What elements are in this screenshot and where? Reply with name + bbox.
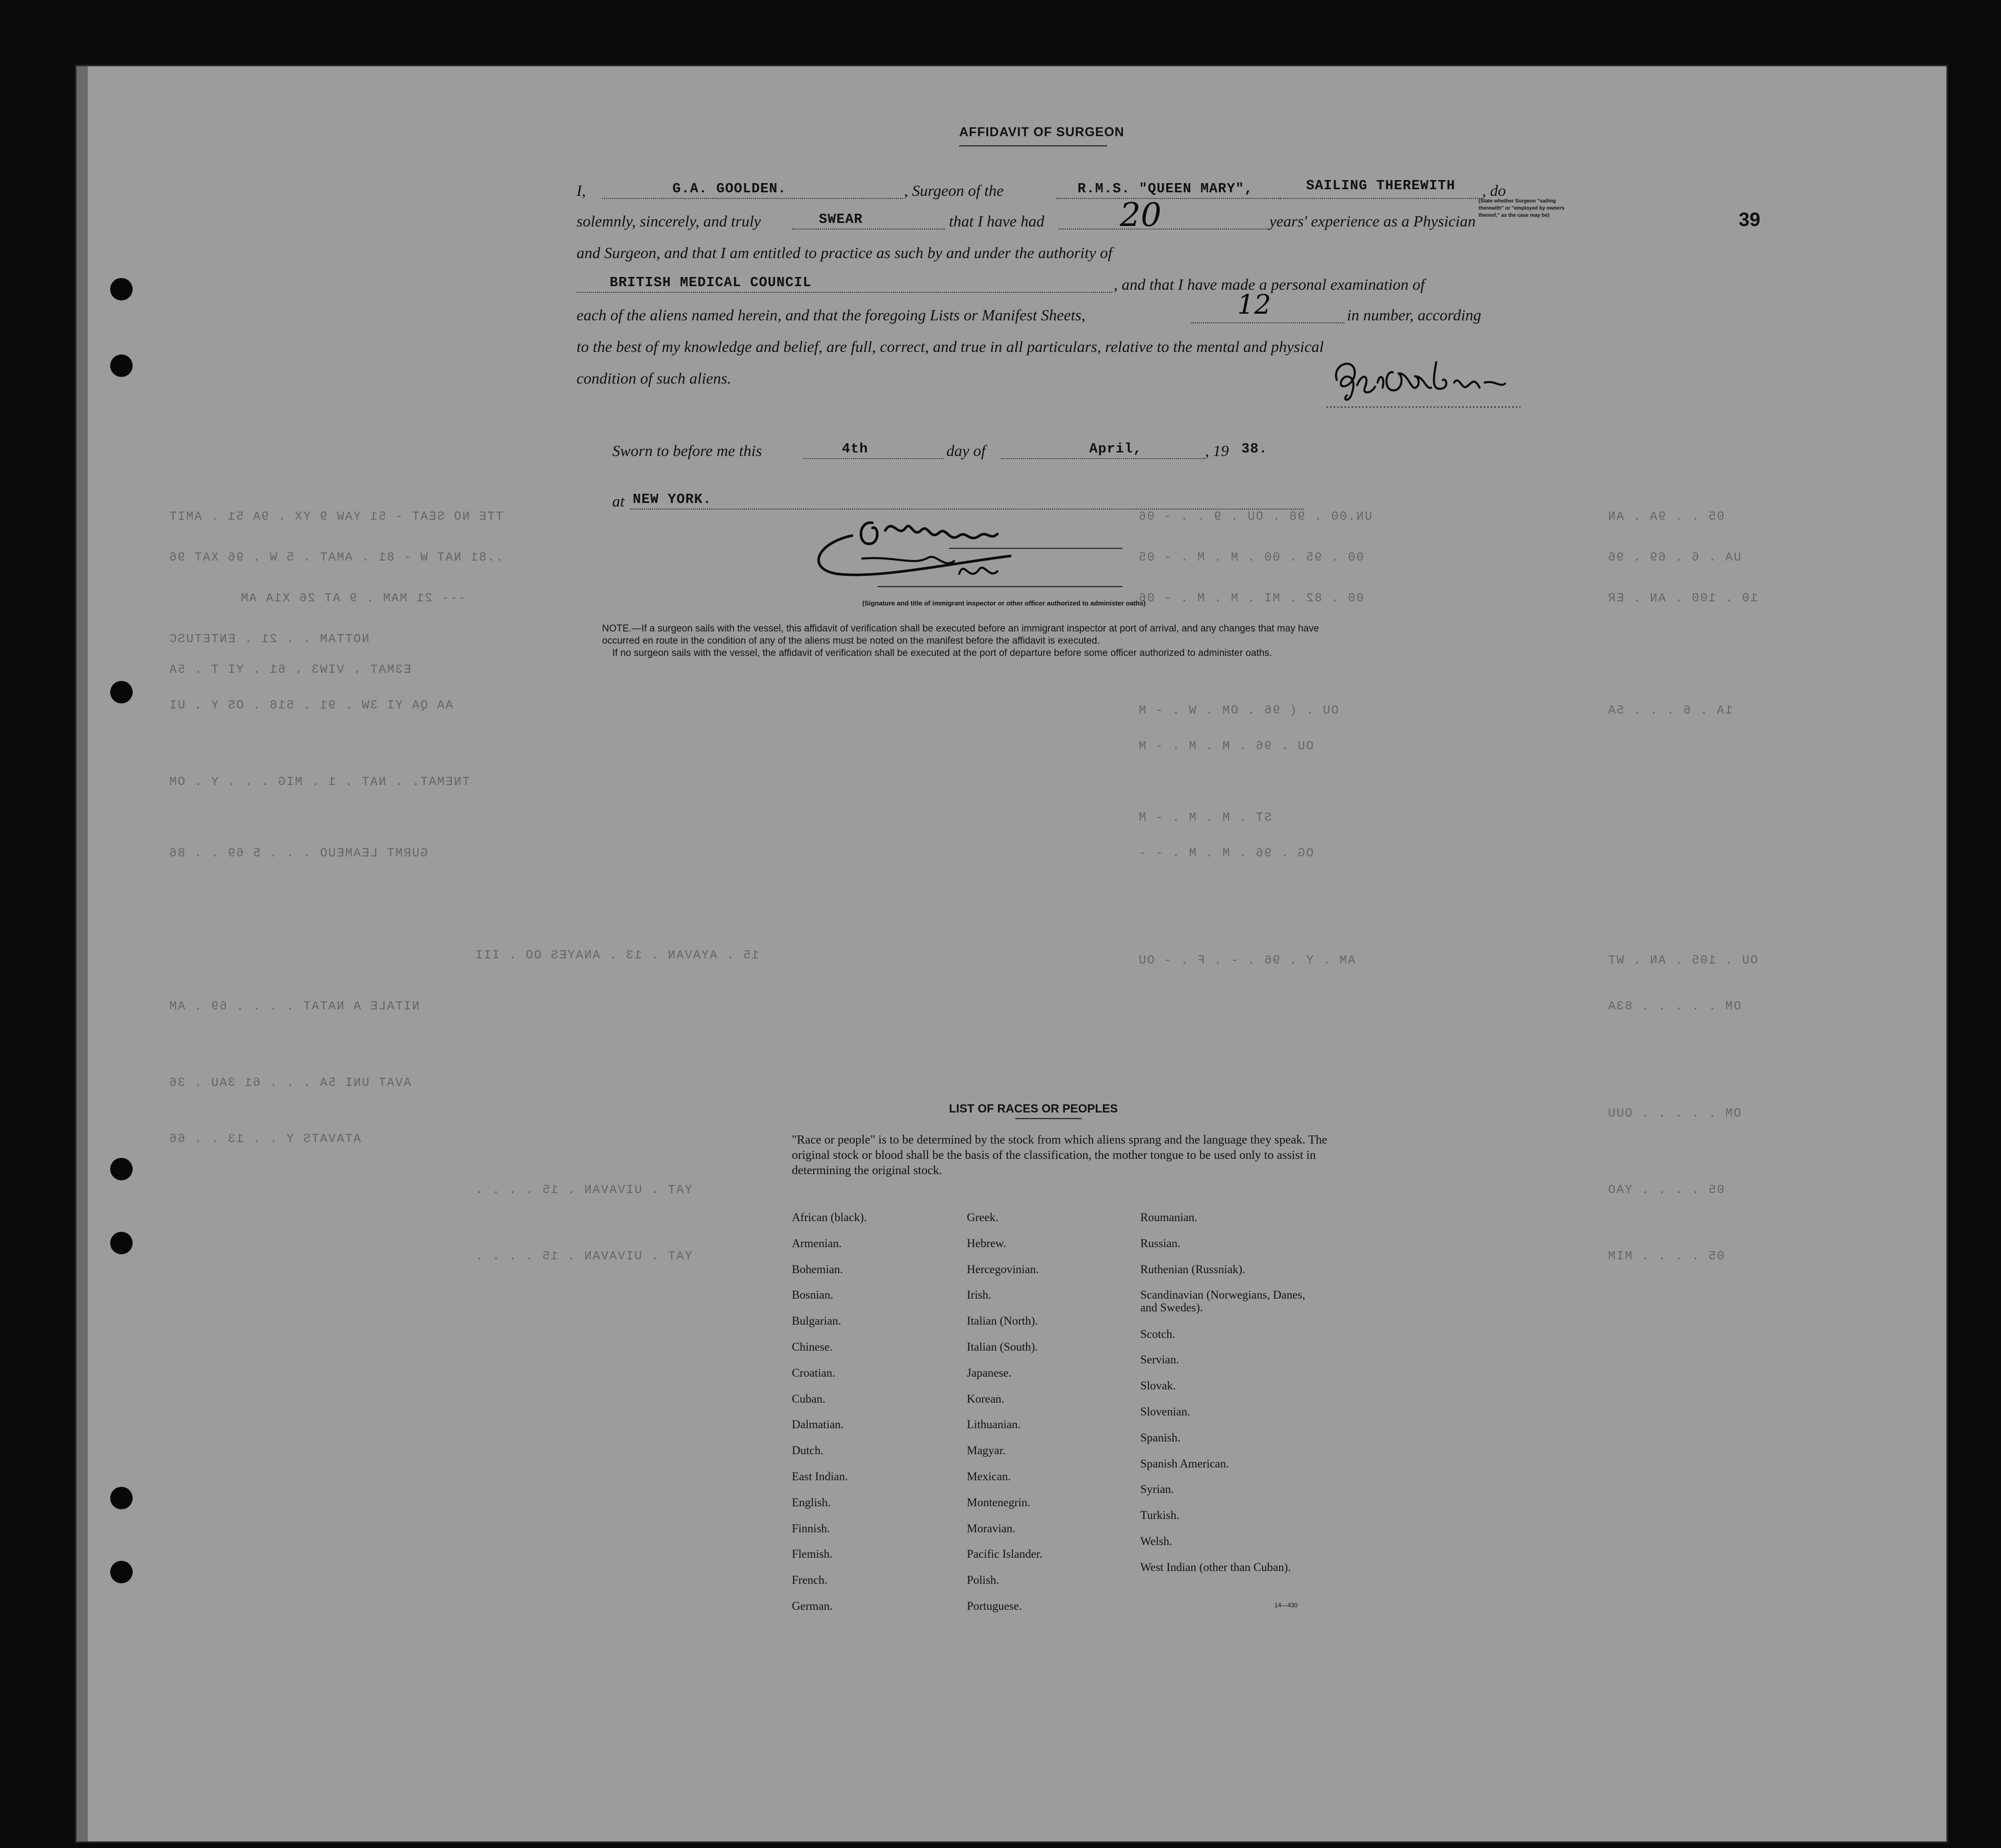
bleed-through-text: AM . Y . 96 . - . F . - OU — [1138, 954, 1356, 968]
races-list-title: LIST OF RACES OR PEOPLES — [949, 1102, 1118, 1115]
race-item: Hercegovinian. — [967, 1262, 1039, 1276]
title-underline — [959, 145, 1107, 146]
bleed-through-text: OU . ( 96 . OM . W . - M — [1138, 704, 1339, 718]
years-experience: 20 — [1120, 196, 1162, 234]
sworn-month-blank — [1001, 458, 1205, 459]
bleed-through-text: 05 . . . . MIM — [1607, 1250, 1724, 1263]
race-item: Croatian. — [792, 1366, 835, 1379]
years-blank — [1059, 229, 1268, 230]
race-item: Spanish American. — [1140, 1457, 1229, 1470]
note-line1: NOTE.—If a surgeon sails with the vessel, this affidavit of verification shall be executed before an immigrant inspector at port of arrival, and any changes that may have — [602, 623, 1319, 634]
bleed-through-text: UN.00 . 98 . OU . 9 . . - 06 — [1138, 510, 1372, 524]
bleed-through-text: 05 . . 9A . AN — [1607, 510, 1724, 524]
race-item: Welsh. — [1140, 1535, 1172, 1548]
bleed-through-text: UA . 6 . 69 . 96 — [1607, 551, 1741, 565]
bleed-through-text: TNEMAT. . NAT . 1 . MIG . . . Y . OM — [168, 775, 470, 789]
bleed-through-text: 00 . 95 . 00 . M . M . - 05 — [1138, 551, 1364, 565]
sheet-binding-edge — [77, 66, 88, 1841]
race-item: English. — [792, 1496, 831, 1509]
officer-caption: (Signature and title of immigrant inspector or other officer authorized to administer oaths) — [862, 599, 1146, 607]
surgeon-name-blank — [602, 198, 903, 199]
punch-hole — [110, 1232, 133, 1254]
races-title-underline — [1015, 1118, 1082, 1119]
race-item: Portuguese. — [967, 1600, 1022, 1612]
affidavit-line1-prefix: I, — [577, 182, 586, 199]
affidavit-line1-mid: , Surgeon of the — [904, 182, 1004, 199]
race-item: Pacific Islander. — [967, 1548, 1043, 1561]
race-item: Armenian. — [792, 1236, 842, 1250]
race-item: Hebrew. — [967, 1236, 1007, 1250]
race-item: Greek. — [967, 1211, 998, 1224]
affidavit-line5-suffix: in number, according — [1347, 306, 1482, 324]
race-item: Polish. — [967, 1574, 999, 1587]
sworn-month: April, — [1089, 442, 1142, 457]
form-code: 14—430 — [1274, 1602, 1298, 1609]
race-item: Spanish. — [1140, 1431, 1181, 1444]
affidavit-line5-prefix: each of the aliens named herein, and that the foregoing Lists or Manifest Sheets, — [577, 306, 1086, 324]
bleed-through-text: E3MAT . VIW3 . 61 . YI T . 5A — [168, 663, 411, 677]
bleed-through-text: 1A . 6 . . . 5A — [1607, 704, 1733, 718]
bleed-through-text: ..81 NAT W - 81 . AMAT . 5 W . 96 XAT 96 — [168, 551, 504, 565]
sworn-year-suffix: 38. — [1241, 442, 1268, 457]
bleed-through-text: AVAT UNI 5A . . . 61 3AU . 36 — [168, 1076, 411, 1090]
affidavit-line3: and Surgeon, and that I am entitled to practice as such by and under the authority of — [577, 244, 1113, 262]
sworn-prefix: Sworn to before me this — [612, 442, 762, 460]
affidavit-line1-suffix: , do — [1482, 182, 1506, 199]
affidavit-line4-suffix: , and that I have made a personal examination of — [1114, 275, 1425, 293]
bleed-through-text: --- 21 MAM . 9 AT 26 X1A AM — [240, 592, 466, 605]
bleed-through-text: GURMT LEAMEUO . . . 5 69 . . 86 — [168, 847, 428, 860]
race-item: Chinese. — [792, 1340, 833, 1353]
bleed-through-text: ATAVATS Y . . 13 . . 66 — [168, 1132, 361, 1146]
punch-hole — [110, 278, 133, 300]
bleed-through-text: YAT . UIVAVAN . 15 . . . . — [474, 1250, 692, 1263]
race-item: Slovenian. — [1140, 1405, 1190, 1418]
bleed-through-text: 10 . 100 . AN . ER — [1607, 592, 1758, 605]
race-item: Bohemian. — [792, 1262, 843, 1276]
races-intro: "Race or people" is to be determined by the stock from which aliens sprang and the language they speak. The original stock or blood shall be the basis of the classification, the mother tongue to be used only to assist in determining the original stock. — [792, 1133, 1328, 1177]
manifest-sheet-count: 12 — [1237, 290, 1271, 320]
bleed-through-text: 15 . AYAVAN . 13 . ANAYES OO . III — [474, 949, 759, 963]
race-item: German. — [792, 1600, 833, 1612]
note-line3: If no surgeon sails with the vessel, the affidavit of verification shall be executed at the port of departure before some officer authorized to administer oaths. — [612, 648, 1272, 659]
race-item: Dutch. — [792, 1444, 823, 1457]
race-item: Ruthenian (Russniak). — [1140, 1262, 1245, 1276]
licensing-authority: BRITISH MEDICAL COUNCIL — [610, 275, 812, 291]
punch-hole — [110, 681, 133, 703]
sheets-blank — [1191, 322, 1344, 323]
race-item: Italian (South). — [967, 1340, 1038, 1353]
ship-name: R.M.S. "QUEEN MARY", — [1078, 182, 1254, 197]
surgeon-name: G.A. GOOLDEN. — [672, 182, 787, 197]
race-item: Montenegrin. — [967, 1496, 1031, 1509]
race-item: Servian. — [1140, 1353, 1180, 1366]
race-item: Slovak. — [1140, 1379, 1176, 1393]
surgeon-status: SAILING THEREWITH — [1306, 179, 1456, 194]
affidavit-line2-mid: that I have had — [949, 212, 1044, 230]
oath-blank — [792, 229, 945, 230]
status-note: (State whether Surgeon "sailing therewith" or "employed by owners thereof," as the case may be) — [1479, 198, 1565, 218]
race-item: Irish. — [967, 1288, 991, 1302]
surgeon-signature — [1327, 352, 1520, 418]
bleed-through-text: 00 . 82 . MI . M . M . - 06 — [1138, 592, 1364, 605]
bleed-through-text: 05 . . . . YAO — [1607, 1183, 1724, 1197]
bleed-through-text: OM . . . . . 83A — [1607, 1000, 1741, 1014]
race-item: Mexican. — [967, 1470, 1011, 1483]
race-item: Scotch. — [1140, 1327, 1175, 1340]
race-item: African (black). — [792, 1211, 867, 1224]
punch-hole — [110, 1487, 133, 1509]
affidavit-line6: to the best of my knowledge and belief, are full, correct, and true in all particulars, relative to the mental and physical — [577, 338, 1324, 356]
sworn-day-blank — [804, 458, 944, 459]
note-line2: occurred en route in the condition of any of the aliens must be noted on the manifest before the affidavit is executed. — [602, 636, 1100, 646]
race-item: Dalmatian. — [792, 1418, 844, 1431]
sworn-day: 4th — [842, 442, 868, 457]
bleed-through-text: OM . . . . . OUU — [1607, 1107, 1741, 1121]
bleed-through-text: OU . 105 . AN . WT — [1607, 954, 1758, 968]
bleed-through-text: YAT . UIVAVAN . 15 . . . . — [474, 1183, 692, 1197]
race-item: Moravian. — [967, 1522, 1016, 1535]
sworn-place: NEW YORK. — [633, 492, 712, 508]
race-item: Flemish. — [792, 1548, 833, 1561]
affidavit-line7: condition of such aliens. — [577, 369, 732, 387]
race-item: Korean. — [967, 1392, 1005, 1405]
punch-hole — [110, 1158, 133, 1180]
race-item: Italian (North). — [967, 1314, 1038, 1328]
race-item: Magyar. — [967, 1444, 1006, 1457]
race-item: Bosnian. — [792, 1288, 834, 1302]
bleed-through-text: NITALE A NATAT . . . . 69 . AM — [168, 1000, 420, 1014]
race-item: East Indian. — [792, 1470, 848, 1483]
officer-signature — [796, 508, 1122, 610]
race-item: Finnish. — [792, 1522, 830, 1535]
race-item: Russian. — [1140, 1236, 1181, 1250]
oath-word: SWEAR — [819, 212, 863, 227]
race-item: Japanese. — [967, 1366, 1012, 1379]
sworn-mid: day of — [946, 442, 986, 460]
at-prefix: at — [612, 492, 625, 510]
punch-hole — [110, 1561, 133, 1583]
race-item: Lithuanian. — [967, 1418, 1021, 1431]
race-item: Syrian. — [1140, 1483, 1174, 1496]
bleed-through-text: ST . M . M . - M — [1138, 811, 1272, 825]
punch-hole — [110, 355, 133, 377]
bleed-through-text: NOTTAM . . 21 . ENTETUSC — [168, 632, 369, 646]
race-item: Scandinavian (Norwegians, Danes, and Swedes). — [1140, 1288, 1306, 1314]
status-blank — [1281, 198, 1482, 199]
page-number: 39 — [1739, 209, 1761, 231]
bleed-through-text: AA QA YI 3W . 91 . 518 . OS Y . UI — [168, 699, 453, 713]
ship-blank — [1056, 198, 1281, 199]
race-item: Bulgarian. — [792, 1314, 841, 1328]
race-item: Roumanian. — [1140, 1211, 1197, 1224]
race-item: West Indian (other than Cuban). — [1140, 1560, 1291, 1574]
race-item: Turkish. — [1140, 1509, 1180, 1522]
bleed-through-text: TTE NO SEAT - 51 YAW 9 YX . 9A 51 . AMIT — [168, 510, 504, 524]
affidavit-line2-prefix: solemnly, sincerely, and truly — [577, 212, 761, 230]
sworn-year-prefix: , 19 — [1205, 442, 1229, 460]
affidavit-title: AFFIDAVIT OF SURGEON — [959, 125, 1124, 139]
authority-blank — [577, 292, 1112, 293]
race-item: Cuban. — [792, 1392, 826, 1405]
affidavit-line2-suffix: years' experience as a Physician — [1269, 212, 1476, 230]
bleed-through-text: OG . 96 . M . M . - - — [1138, 847, 1314, 860]
bleed-through-text: OU . 96 . M . M . - M — [1138, 740, 1314, 753]
race-item: French. — [792, 1574, 828, 1587]
